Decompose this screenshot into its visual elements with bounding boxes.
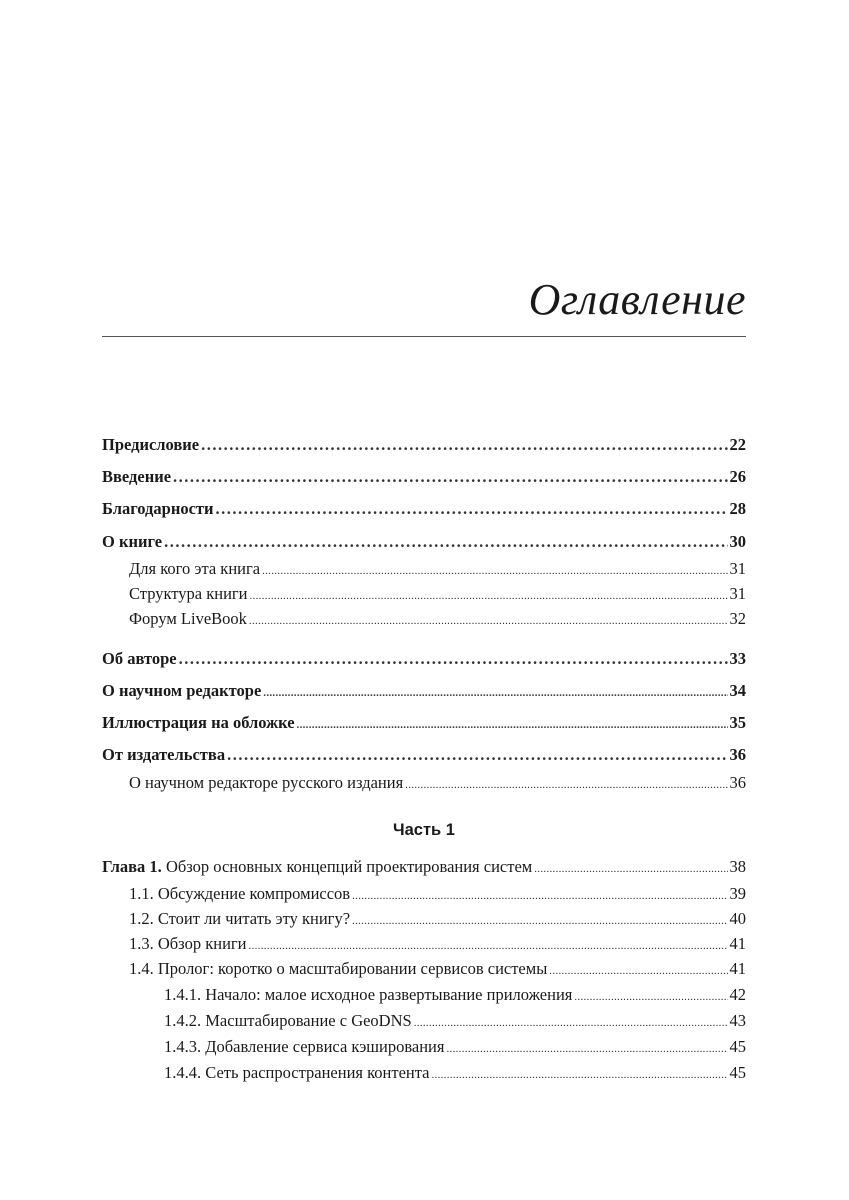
toc-entry-label: Для кого эта книга [129, 559, 261, 578]
table-of-contents [102, 0, 746, 1200]
dot-leader [201, 433, 727, 457]
toc-entry-label: 1.1. Обсуждение компромиссов [129, 884, 351, 903]
toc-entry-about-book[interactable] [102, 530, 746, 554]
toc-entry-preface[interactable] [102, 433, 746, 457]
dot-leader [249, 607, 728, 633]
dot-leader [250, 582, 728, 608]
toc-entry-label: О книге [102, 532, 163, 551]
toc-entry-page: 31 [729, 584, 746, 603]
toc-entry-cover-illustration[interactable] [102, 711, 746, 735]
toc-entry-label: От издательства [102, 745, 226, 764]
dot-leader [263, 679, 727, 705]
toc-entry-label: 1.4.2. Масштабирование с GeoDNS [164, 1011, 412, 1030]
toc-entry-1-1[interactable] [102, 882, 746, 906]
toc-entry-1-4-4[interactable] [102, 1061, 746, 1085]
toc-entry-label: 1.4.4. Сеть распространения контента [164, 1063, 430, 1082]
toc-entry-page: 28 [729, 499, 746, 518]
toc-entry-label [102, 855, 532, 879]
toc-entry-label: 1.2. Стоит ли читать эту книгу? [129, 909, 351, 928]
page-title: Оглавление [528, 275, 746, 324]
toc-entry-about-editor[interactable] [102, 679, 746, 703]
toc-entry-russian-editor[interactable] [102, 771, 746, 795]
toc-entry-label: Предисловие [102, 435, 200, 454]
toc-entry-label: Структура книги [129, 584, 248, 603]
toc-entry-label: О научном редакторе [102, 681, 262, 700]
toc-entry-page: 41 [729, 934, 746, 953]
dot-leader [446, 1035, 727, 1061]
toc-entry-page: 39 [729, 884, 746, 903]
dot-leader [216, 497, 728, 521]
toc-entry-1-4-1[interactable] [102, 983, 746, 1007]
dot-leader [249, 932, 728, 958]
toc-entry-label: О научном редакторе русского издания [129, 773, 404, 792]
toc-entry-label: Об авторе [102, 649, 177, 668]
toc-entry-page: 35 [729, 713, 746, 732]
toc-entry-structure[interactable] [102, 582, 746, 606]
toc-entry-introduction[interactable] [102, 465, 746, 489]
toc-entry-label: Введение [102, 467, 172, 486]
toc-entry-label: 1.4.3. Добавление сервиса кэширования [164, 1037, 445, 1056]
toc-entry-label: 1.4. Пролог: коротко о масштабировании сервисов системы [129, 959, 548, 978]
dot-leader [534, 855, 727, 881]
toc-entry-page: 32 [729, 609, 746, 628]
dot-leader [164, 530, 727, 554]
toc-entry-label: Иллюстрация на обложке [102, 713, 295, 732]
part-heading: Часть 1 [393, 821, 455, 839]
toc-entry-chapter-1[interactable] [102, 855, 746, 879]
toc-entry-page: 22 [729, 435, 746, 454]
toc-entry-acknowledgements[interactable] [102, 497, 746, 521]
toc-entry-page: 36 [729, 745, 746, 764]
dot-leader [549, 957, 727, 983]
dot-leader [352, 907, 727, 933]
toc-entry-page: 38 [729, 857, 746, 876]
toc-entry-about-author[interactable] [102, 647, 746, 671]
dot-leader [262, 557, 727, 583]
toc-entry-page: 26 [729, 467, 746, 486]
toc-entry-page: 41 [729, 959, 746, 978]
toc-entry-label: 1.4.1. Начало: малое исходное развертывание приложения [164, 985, 573, 1004]
toc-entry-page: 43 [729, 1011, 746, 1030]
toc-entry-1-4-2[interactable] [102, 1009, 746, 1033]
toc-entry-1-4[interactable] [102, 957, 746, 981]
toc-entry-label: Благодарности [102, 499, 214, 518]
toc-entry-audience[interactable] [102, 557, 746, 581]
toc-entry-1-3[interactable] [102, 932, 746, 956]
toc-entry-1-4-3[interactable] [102, 1035, 746, 1059]
chapter-title: Обзор основных концепций проектирования систем [165, 857, 533, 876]
dot-leader [574, 983, 727, 1009]
toc-entry-page: 40 [729, 909, 746, 928]
dot-leader [227, 743, 727, 767]
toc-entry-page: 31 [729, 559, 746, 578]
toc-entry-label: 1.3. Обзор книги [129, 934, 247, 953]
toc-entry-page: 45 [729, 1037, 746, 1056]
dot-leader [173, 465, 727, 489]
toc-entry-1-2[interactable] [102, 907, 746, 931]
toc-entry-page: 30 [729, 532, 746, 551]
dot-leader [352, 882, 727, 908]
toc-entry-page: 36 [729, 773, 746, 792]
toc-entry-label: Форум LiveBook [129, 609, 247, 628]
toc-entry-livebook[interactable] [102, 607, 746, 631]
toc-entry-page: 42 [729, 985, 746, 1004]
toc-entry-page: 34 [729, 681, 746, 700]
dot-leader [297, 711, 728, 737]
dot-leader [431, 1061, 727, 1087]
toc-entry-from-publisher[interactable] [102, 743, 746, 767]
chapter-number: Глава 1. [102, 857, 162, 876]
toc-entry-page: 45 [729, 1063, 746, 1082]
dot-leader [414, 1009, 728, 1035]
dot-leader [405, 771, 727, 797]
dot-leader [179, 647, 728, 671]
toc-entry-page: 33 [729, 649, 746, 668]
